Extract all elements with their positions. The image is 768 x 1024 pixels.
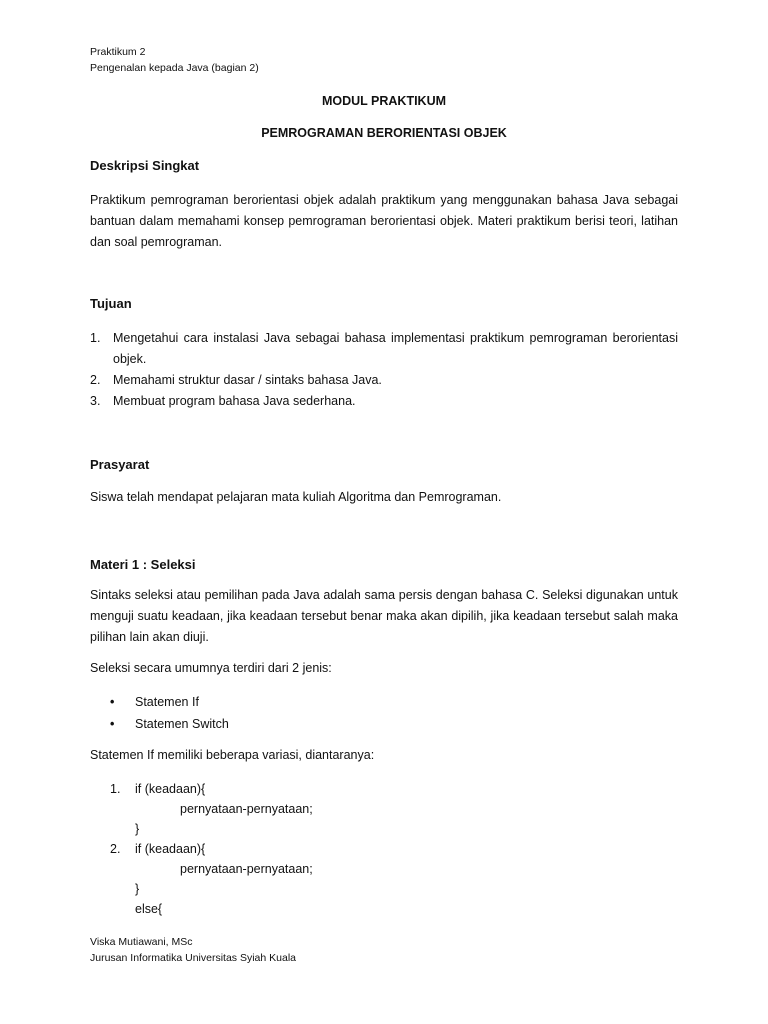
code-text: } [135,882,140,896]
paragraph-statemen-if: Statemen If memiliki beberapa variasi, diantaranya: [90,748,375,762]
list-item [90,370,678,391]
heading-deskripsi: Deskripsi Singkat [90,158,200,173]
seleksi-bullet-list [90,691,229,735]
list-item-text: Statemen Switch [135,717,229,731]
code-text: if (keadaan){ [135,842,206,856]
list-item-text: Statemen If [135,695,199,709]
code-text: pernyataan-pernyataan; [180,802,313,816]
header-line-1: Praktikum 2 [90,46,146,58]
paragraph-prasyarat: Siswa telah mendapat pelajaran mata kuliah Algoritma dan Pemrograman. [90,490,502,504]
bullet-icon: • [110,695,115,709]
heading-prasyarat: Prasyarat [90,457,150,472]
list-item [90,713,229,735]
page-header [90,44,259,76]
paragraph-seleksi-jenis: Seleksi secara umumnya terdiri dari 2 jenis: [90,661,332,675]
list-number: 1. [90,331,101,345]
code-text: else{ [135,902,163,916]
list-item-text: Memahami struktur dasar / sintaks bahasa Java. [113,373,382,387]
code-text: } [135,822,140,836]
code-text: if (keadaan){ [135,782,206,796]
list-item [90,691,229,713]
list-number: 2. [90,373,101,387]
document-title: MODUL PRAKTIKUM [321,94,447,108]
footer-author: Viska Mutiawani, MSc [90,936,193,948]
document-subtitle: PEMROGRAMAN BERORIENTASI OBJEK [261,126,507,140]
code-text: pernyataan-pernyataan; [180,862,313,876]
header-line-2: Pengenalan kepada Java (bagian 2) [90,62,259,74]
list-item [90,391,678,412]
list-item-text: Membuat program bahasa Java sederhana. [113,394,356,408]
list-number: 3. [90,394,101,408]
paragraph-materi-1: Sintaks seleksi atau pemilihan pada Java adalah sama persis dengan bahasa C. Seleksi digunakan untuk menguji suatu keadaan, jika keadaan tersebut benar maka akan dipilih, jika keadaan tersebut salah maka pilihan lain akan diuji. [90,588,678,644]
list-item-text: Mengetahui cara instalasi Java sebagai bahasa implementasi praktikum pemrograman berorientasi objek. [113,331,678,366]
heading-tujuan: Tujuan [90,296,132,311]
paragraph-deskripsi: Praktikum pemrograman berorientasi objek adalah praktikum yang menggunakan bahasa Java sebagai bantuan dalam memahami konsep pemrograman berorientasi objek. Materi praktikum berisi teori, latihan dan soal pemrograman. [90,193,678,249]
heading-materi-1: Materi 1 : Seleksi [90,557,196,572]
footer-institution: Jurusan Informatika Universitas Syiah Kuala [90,952,297,964]
tujuan-list [90,328,678,412]
code-number: 2. [110,842,121,856]
bullet-icon: • [110,717,115,731]
list-item [90,328,678,370]
page-footer [90,934,296,966]
code-number: 1. [110,782,121,796]
